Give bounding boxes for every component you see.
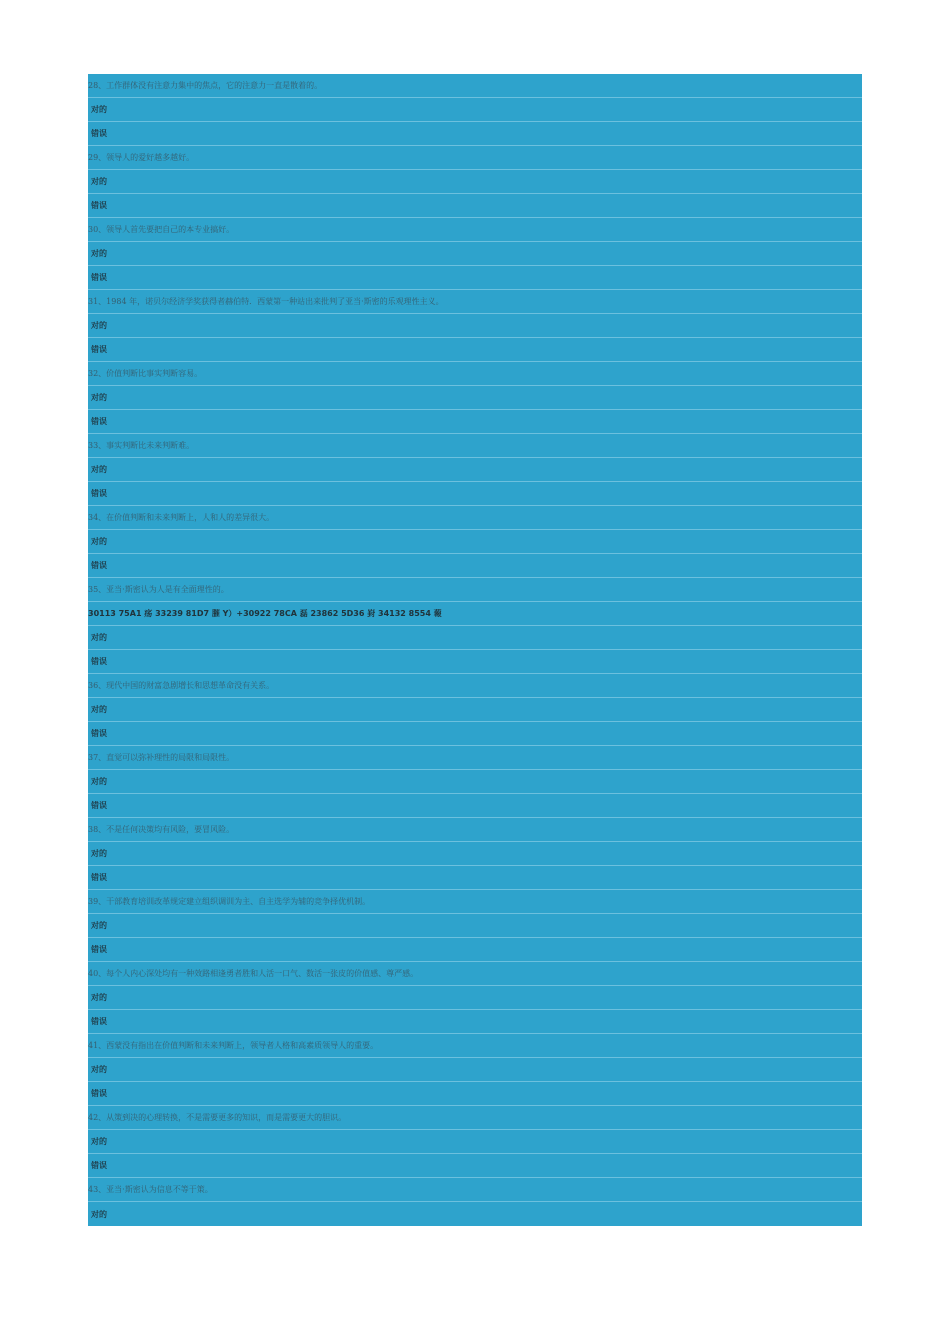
option-true[interactable]: 对的 [91, 1209, 107, 1219]
question-31: 31、1984 年，诺贝尔经济学奖获得者赫伯特．西蒙第一种站出来批判了亚当·斯密的乐观理性主义。 [88, 290, 862, 314]
question-28: 28、工作群体没有注意力集中的焦点，它的注意力一直是散着的。 [88, 74, 862, 98]
option-true[interactable]: 对的 [88, 1058, 862, 1082]
question-sheet [88, 74, 862, 1226]
option-true[interactable]: 对的 [88, 842, 862, 866]
option-false[interactable]: 错误 [88, 554, 862, 578]
option-true[interactable]: 对的 [88, 170, 862, 194]
option-true[interactable]: 对的 [88, 98, 862, 122]
option-false[interactable]: 错误 [88, 122, 862, 146]
option-false[interactable]: 错误 [88, 266, 862, 290]
question-33: 33、事实判断比未来判断难。 [88, 434, 862, 458]
option-true[interactable]: 对的 [88, 698, 862, 722]
question-40: 40、每个人内心深处均有一种效路相逢勇者胜和人活一口气、数活一张皮的价值感、尊严感。 [88, 962, 862, 986]
question-36: 36、现代中国的财富急剧增长和思想革命没有关系。 [88, 674, 862, 698]
option-false[interactable]: 错误 [88, 1154, 862, 1178]
option-false[interactable]: 错误 [88, 866, 862, 890]
question-29: 29、领导人的爱好越多越好。 [88, 146, 862, 170]
option-false[interactable]: 错误 [88, 650, 862, 674]
question-43: 43、亚当·斯密认为信息不等于策。 [88, 1178, 862, 1202]
option-true[interactable]: 对的 [88, 530, 862, 554]
option-true[interactable]: 对的 [88, 914, 862, 938]
question-37: 37、直觉可以弥补理性的局限和局限性。 [88, 746, 862, 770]
option-true[interactable]: 对的 [88, 1130, 862, 1154]
question-35: 35、亚当·斯密认为人是有全面理性的。 [88, 578, 862, 602]
option-true[interactable]: 对的 [88, 770, 862, 794]
option-true[interactable]: 对的 [88, 386, 862, 410]
option-true[interactable]: 对的 [88, 986, 862, 1010]
option-false[interactable]: 错误 [88, 1010, 862, 1034]
option-true[interactable]: 对的 [88, 314, 862, 338]
option-true[interactable]: 对的 [88, 458, 862, 482]
question-41: 41、西蒙没有指出在价值判断和未来判断上，领导者人格和高素质领导人的重要。 [88, 1034, 862, 1058]
question-42: 42、从策到决的心理转换，不是需要更多的知识，而是需要更大的胆识。 [88, 1106, 862, 1130]
option-false[interactable]: 错误 [88, 338, 862, 362]
option-false[interactable]: 错误 [88, 410, 862, 434]
option-false[interactable]: 错误 [88, 482, 862, 506]
option-true[interactable]: 对的 [88, 242, 862, 266]
option-false[interactable]: 错误 [88, 722, 862, 746]
option-true[interactable]: 对的 [88, 626, 862, 650]
option-false[interactable]: 错误 [88, 194, 862, 218]
question-39: 39、干部教育培训改革规定建立组织调训为主、自主选学为辅的竞争择优机制。 [88, 890, 862, 914]
option-false[interactable]: 错误 [88, 938, 862, 962]
garbled-code-line: 30113 75A1 疡 33239 81D7 膗 Y）+30922 78CA 磊 23862 5D36 崶 34132 8554 蕔 [88, 602, 862, 626]
question-32: 32、价值判断比事实判断容易。 [88, 362, 862, 386]
question-30: 30、领导人首先要把自己的本专业搞好。 [88, 218, 862, 242]
option-false[interactable]: 错误 [88, 1082, 862, 1106]
question-38: 38、不是任何决策均有风险，要冒风险。 [88, 818, 862, 842]
option-false[interactable]: 错误 [88, 794, 862, 818]
question-34: 34、在价值判断和未来判断上，人和人的差异很大。 [88, 506, 862, 530]
